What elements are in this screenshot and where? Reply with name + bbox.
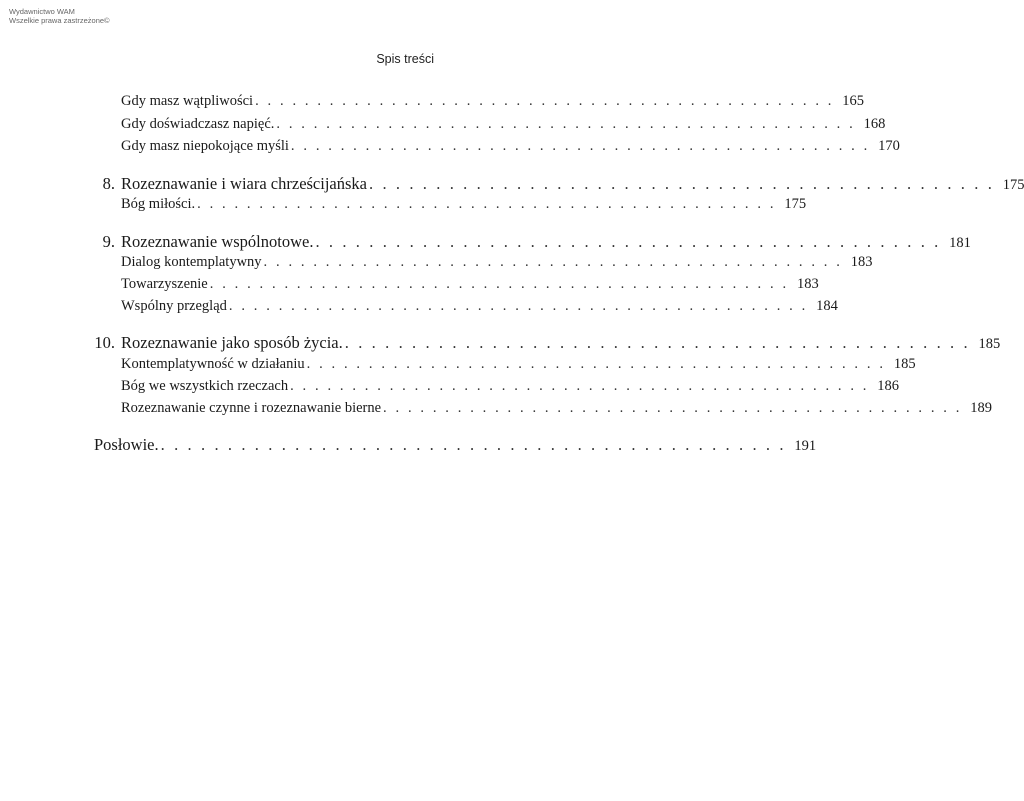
toc-entry-page: 183	[796, 276, 819, 292]
toc-entry-title: Kontemplatywność w działaniu	[121, 356, 305, 372]
toc-chapter-page: 185	[978, 336, 1001, 352]
toc-chapter-title: Rozeznawanie jako sposób życia.	[121, 333, 343, 352]
dot-leader: . . . . . . . . . . . . . . . . . . . . . . . . . . . . . . . . . . . . . . . . . . . . . . .	[290, 138, 870, 154]
toc-chapter[interactable]	[102, 174, 1024, 194]
dot-leader: . . . . . . . . . . . . . . . . . . . . . . . . . . . . . . . . . . . . . . . . . . . . . . .	[209, 276, 789, 292]
toc-entry-page: 168	[863, 116, 886, 132]
toc-entry[interactable]	[121, 276, 819, 296]
watermark-copyright: Wszelkie prawa zastrzeżone©	[9, 16, 110, 25]
toc-entry[interactable]	[121, 378, 900, 398]
toc-afterword[interactable]	[94, 435, 817, 455]
toc-entry-title: Rozeznawanie czynne i rozeznawanie bierne	[121, 400, 382, 416]
toc-entry-page: 185	[893, 356, 916, 372]
toc-chapter-title: Rozeznawanie i wiara chrześcijańska	[121, 174, 367, 193]
toc-entry-title: Wspólny przegląd	[121, 298, 227, 314]
dot-leader: . . . . . . . . . . . . . . . . . . . . . . . . . . . . . . . . . . . . . . . . . . . . . . .	[160, 435, 787, 454]
toc-entry[interactable]	[121, 254, 873, 274]
toc-entry-page: 170	[878, 138, 900, 154]
toc-entry-title: Bóg we wszystkich rzeczach	[121, 378, 289, 394]
toc-chapter[interactable]	[102, 232, 971, 252]
toc-entry-page: 189	[970, 400, 992, 416]
toc-entry-title: Gdy masz niepokojące myśli	[121, 138, 289, 154]
dot-leader: . . . . . . . . . . . . . . . . . . . . . . . . . . . . . . . . . . . . . . . . . . . . . . .	[276, 116, 856, 132]
toc-afterword-title: Posłowie.	[94, 435, 159, 454]
chapter-number: 9.	[102, 232, 115, 251]
toc-entry[interactable]	[121, 138, 900, 158]
running-head: Spis treści	[376, 52, 434, 66]
toc-entry[interactable]	[121, 298, 838, 318]
toc-entry[interactable]	[121, 93, 865, 113]
chapter-number: 8.	[102, 174, 115, 193]
toc-entry-page: 165	[842, 93, 865, 109]
dot-leader: . . . . . . . . . . . . . . . . . . . . . . . . . . . . . . . . . . . . . . . . . . . . . . .	[255, 93, 835, 109]
toc-entry-title: Bóg miłości.	[121, 196, 196, 212]
chapter-number: 10.	[94, 333, 115, 352]
toc-entry-title: Gdy masz wątpliwości	[121, 93, 254, 109]
dot-leader: . . . . . . . . . . . . . . . . . . . . . . . . . . . . . . . . . . . . . . . . . . . . . . .	[383, 400, 962, 416]
toc-entry[interactable]	[121, 196, 807, 216]
dot-leader: . . . . . . . . . . . . . . . . . . . . . . . . . . . . . . . . . . . . . . . . . . . . . . .	[306, 356, 886, 372]
toc-chapter[interactable]	[94, 333, 1001, 353]
dot-leader: . . . . . . . . . . . . . . . . . . . . . . . . . . . . . . . . . . . . . . . . . . . . . . .	[197, 196, 777, 212]
toc-chapter-page: 181	[949, 235, 971, 251]
toc-chapter-page: 175	[1002, 177, 1024, 193]
toc-entry-title: Gdy doświadczasz napięć.	[121, 116, 275, 132]
dot-leader: . . . . . . . . . . . . . . . . . . . . . . . . . . . . . . . . . . . . . . . . . . . . . . .	[290, 378, 870, 394]
dot-leader: . . . . . . . . . . . . . . . . . . . . . . . . . . . . . . . . . . . . . . . . . . . . . . .	[315, 232, 941, 251]
toc-entry-title: Towarzyszenie	[121, 276, 208, 292]
watermark-publisher-name: Wydawnictwo WAM	[9, 7, 75, 16]
toc-chapter-title: Rozeznawanie wspólnotowe.	[121, 232, 314, 251]
dot-leader: . . . . . . . . . . . . . . . . . . . . . . . . . . . . . . . . . . . . . . . . . . . . . . .	[369, 174, 995, 193]
toc-entry-page: 183	[850, 254, 873, 270]
toc-entry[interactable]	[121, 116, 886, 136]
dot-leader: . . . . . . . . . . . . . . . . . . . . . . . . . . . . . . . . . . . . . . . . . . . . . . .	[263, 254, 843, 270]
toc-entry-page: 175	[784, 196, 807, 212]
toc-entry[interactable]	[121, 400, 992, 420]
dot-leader: . . . . . . . . . . . . . . . . . . . . . . . . . . . . . . . . . . . . . . . . . . . . . . .	[344, 333, 971, 352]
toc-afterword-page: 191	[794, 438, 817, 454]
toc-entry-title: Dialog kontemplatywny	[121, 254, 262, 270]
toc-entry-page: 184	[816, 298, 838, 314]
toc-entry-page: 186	[877, 378, 900, 394]
toc-entry[interactable]	[121, 356, 916, 376]
dot-leader: . . . . . . . . . . . . . . . . . . . . . . . . . . . . . . . . . . . . . . . . . . . . . . .	[228, 298, 808, 314]
